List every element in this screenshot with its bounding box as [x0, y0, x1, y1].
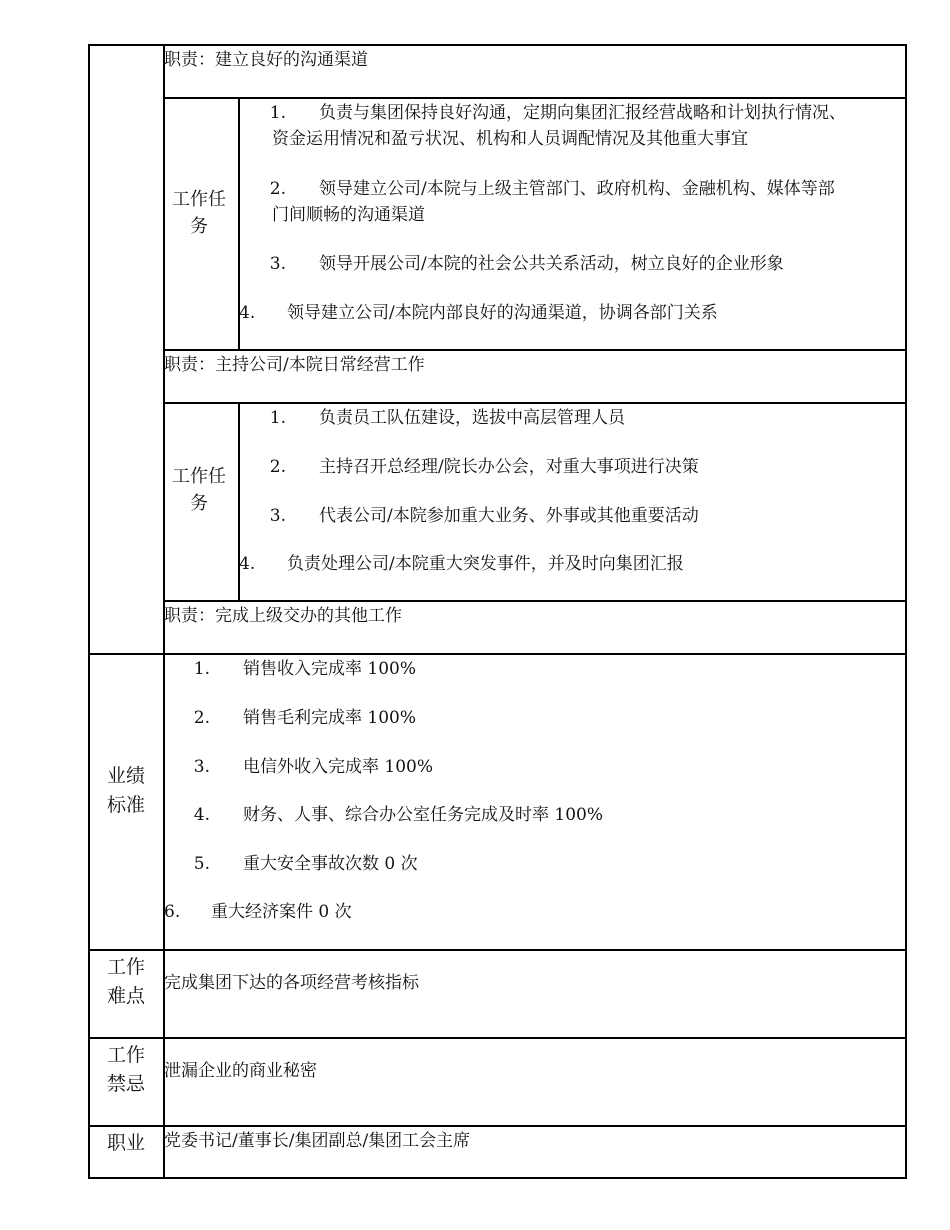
duty-2-task-1-num: 1.: [269, 408, 286, 428]
taboo-text: 泄漏企业的商业秘密: [164, 1061, 317, 1081]
performance-item-2-num: 2.: [193, 708, 210, 728]
performance-item-6-text: 重大经济案件 0 次: [211, 902, 352, 922]
duty-2-task-3-line-1: 代表公司/本院参加重大业务、外事或其他重要活动: [319, 506, 699, 526]
duty-3-title: 职责：完成上级交办的其他工作: [164, 606, 402, 626]
duty-1-task-1-line-2: 资金运用情况和盈亏状况、机构和人员调配情况及其他重大事宜: [272, 129, 748, 149]
duty-2-task-4-line-1: 负责处理公司/本院重大突发事件，并及时向集团汇报: [287, 554, 684, 574]
duty-1-task-1-num: 1.: [269, 103, 286, 123]
performance-item-5-num: 5.: [193, 854, 210, 874]
difficulty-text: 完成集团下达的各项经营考核指标: [164, 973, 419, 993]
performance-item-5-text: 重大安全事故次数 0 次: [243, 854, 418, 874]
performance-item-6-num: 6.: [164, 902, 181, 922]
performance-item-4-text: 财务、人事、综合办公室任务完成及时率 100%: [243, 805, 604, 825]
difficulty-label: 工作难点: [106, 956, 145, 1007]
duty-1-task-1-line-1: 负责与集团保持良好沟通，定期向集团汇报经营战略和计划执行情况、: [319, 103, 846, 123]
duty-1-task-label: 工作任务: [172, 189, 226, 237]
duty-2-task-label: 工作任务: [172, 466, 226, 514]
duty-2-title: 职责：主持公司/本院日常经营工作: [164, 355, 425, 375]
duty-1-task-3-line-1: 领导开展公司/本院的社会公共关系活动，树立良好的企业形象: [319, 254, 784, 274]
duty-1-task-4-num: 4.: [239, 303, 256, 323]
duty-1-task-2-line-2: 门间顺畅的沟通渠道: [272, 205, 425, 225]
duty-1-task-2-num: 2.: [269, 179, 286, 199]
taboo-label: 工作禁忌: [106, 1044, 145, 1095]
career-label: 职业: [106, 1132, 145, 1154]
performance-item-3-num: 3.: [193, 757, 210, 777]
performance-item-1-num: 1.: [193, 659, 210, 679]
duty-2-task-4-num: 4.: [239, 554, 256, 574]
duty-1-task-3-num: 3.: [269, 254, 286, 274]
performance-item-3-text: 电信外收入完成率 100%: [243, 757, 434, 777]
duty-2-task-2-line-1: 主持召开总经理/院长办公会，对重大事项进行决策: [319, 457, 699, 477]
career-text: 党委书记/董事长/集团副总/集团工会主席: [164, 1131, 471, 1151]
duty-1-title: 职责：建立良好的沟通渠道: [164, 50, 368, 70]
performance-label: 业绩标准: [106, 765, 145, 816]
performance-item-4-num: 4.: [193, 805, 210, 825]
duty-1-task-2-line-1: 领导建立公司/本院与上级主管部门、政府机构、金融机构、媒体等部: [319, 179, 835, 199]
duty-2-task-2-num: 2.: [269, 457, 286, 477]
duty-2-task-3-num: 3.: [269, 506, 286, 526]
performance-item-2-text: 销售毛利完成率 100%: [243, 708, 417, 728]
performance-item-1-text: 销售收入完成率 100%: [243, 659, 417, 679]
duty-1-task-4-line-1: 领导建立公司/本院内部良好的沟通渠道，协调各部门关系: [287, 303, 718, 323]
duty-2-task-1-line-1: 负责员工队伍建设，选拔中高层管理人员: [319, 408, 625, 428]
